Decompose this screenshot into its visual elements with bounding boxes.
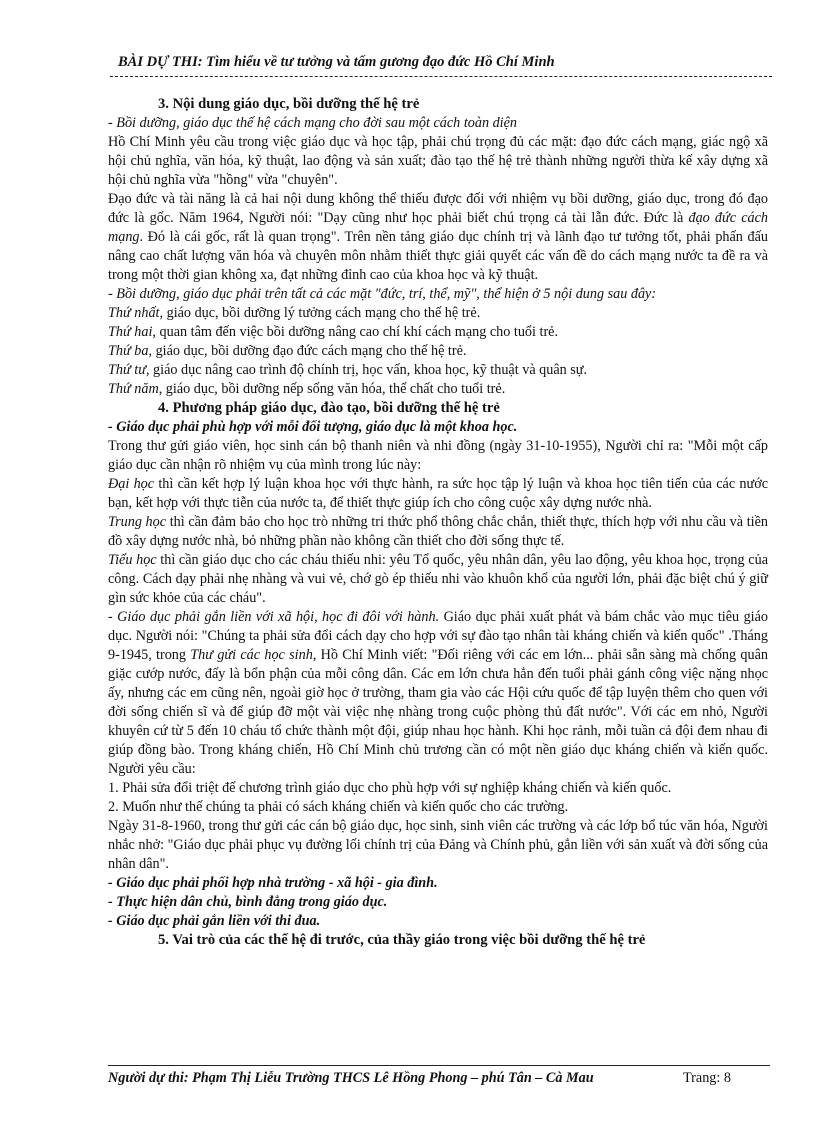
list-item xyxy=(108,361,768,380)
text-run: . Đó là cái gốc, rất là quan trọng". Trên nền tảng giáo dục chính trị và lãnh đạo tư tưởng tốt, phải phấn đấu nâng cao chất lượng văn hóa và chuyên môn nhằm thiết thực giải quyết các vấn đề do cách mạng nước ta đề ra và trong một thời gian không xa, đạt những đỉnh cao của khoa học và kỹ thuật. xyxy=(108,229,768,283)
list-item xyxy=(108,342,768,361)
page-number: Trang: 8 xyxy=(683,1070,731,1086)
section-4-paragraph-1: Trong thư gửi giáo viên, học sinh cán bộ thanh niên và nhi đồng (ngày 31-10-1955), Người chỉ ra: "Mỗi một cấp giáo dục cần nhận rõ nhiệm vụ của mình trong lúc này: xyxy=(108,438,768,473)
header-title: BÀI DỰ THI: Tìm hiểu về tư tưởng và tấm gương đạo đức Hồ Chí Minh xyxy=(118,54,555,70)
numbered-item: 1. Phải sửa đổi triệt để chương trình giáo dục cho phù hợp với sự nghiệp kháng chiến và kiến quốc. xyxy=(108,780,672,796)
section-4-paragraph-3: Ngày 31-8-1960, trong thư gửi các cán bộ giáo dục, học sinh, sinh viên các trường và các lớp bổ túc văn hóa, Người nhắc nhở: "Giáo dục phải phục vụ đường lối chính trị của Đảng và Chính phủ, gắn liền với sản xuất và đời sống của nhân dân". xyxy=(108,818,768,872)
document-body xyxy=(108,95,768,950)
list-item-lead: Thứ nhất xyxy=(108,305,160,321)
secondary-paragraph xyxy=(108,513,768,551)
text-run: thì cần giáo dục cho các cháu thiếu nhi: yêu Tổ quốc, yêu nhân dân, yêu lao động, yêu khoa học, trọng của công. Cách dạy phải nhẹ nhàng và vui vẻ, chớ gò ép thiếu nhi vào khuôn khổ của người lớn, phải đặc biệt chú ý giữ gìn sức khỏe của các cháu". xyxy=(108,552,768,606)
text-run: thì cần kết hợp lý luận khoa học với thực hành, ra sức học tập lý luận và khoa học tiên tiến của các nước bạn, kết hợp với thực tiễn của nước ta, để thiết thực giúp ích cho công cuộc xây dựng nước nhà. xyxy=(108,476,768,511)
inline-subheading: - Giáo dục phải gắn liền với xã hội, học đi đôi với hành. xyxy=(108,609,440,625)
emphasis-text: Thư gửi các học sinh xyxy=(190,647,313,663)
list-item-lead: Thứ tư xyxy=(108,362,146,378)
list-item-lead: Thứ ba xyxy=(108,343,149,359)
text-run: thì cần đảm bảo cho học trò những tri thức phổ thông chắc chắn, thiết thực, thích hợp với nhu cầu và tiền đồ xây dựng nước nhà, bỏ những phần nào không cần thiết cho đời sống thực tế. xyxy=(108,514,768,549)
footer-author: Người dự thi: Phạm Thị Liễu Trường THCS Lê Hồng Phong – phú Tân – Cà Mau xyxy=(108,1070,594,1086)
section-4-subheading-4: - Thực hiện dân chủ, bình đẳng trong giáo dục. xyxy=(108,894,388,910)
section-3-heading: 3. Nội dung giáo dục, bồi dưỡng thế hệ trẻ xyxy=(158,96,420,112)
text-run: Đạo đức và tài năng là cả hai nội dung không thể thiếu được đối với nhiệm vụ bồi dưỡng, giáo dục, trong đó đạo đức là gốc. Năm 1964, Người nói: "Dạy cũng như học phải biết chú trọng cả tài lẫn đức. Đức là xyxy=(108,191,768,226)
list-item xyxy=(108,304,768,323)
section-5-heading: 5. Vai trò của các thế hệ đi trước, của thầy giáo trong việc bồi dưỡng thế hệ trẻ xyxy=(158,932,646,948)
section-4-paragraph-2 xyxy=(108,608,768,779)
page-header xyxy=(110,54,772,77)
list-item-text: , quan tâm đến việc bồi dưỡng nâng cao chí khí cách mạng cho tuổi trẻ. xyxy=(152,324,559,340)
section-4-heading: 4. Phương pháp giáo dục, đào tạo, bồi dưỡng thế hệ trẻ xyxy=(158,400,500,416)
list-item-text: , giáo dục nâng cao trình độ chính trị, học vấn, khoa học, kỹ thuật và quân sự. xyxy=(145,362,588,378)
paragraph-lead: Trung học xyxy=(108,514,167,530)
list-item-text: , giáo dục, bồi dưỡng đạo đức cách mạng cho thế hệ trẻ. xyxy=(148,343,467,359)
section-3-paragraph-2 xyxy=(108,190,768,285)
list-item-text: , giáo dục, bồi dưỡng lý tưởng cách mạng cho thế hệ trẻ. xyxy=(159,305,481,321)
text-run: Giáo dục phải xuất phát và bám chắc vào mục tiêu giáo dục. Người nói: "Chúng ta phải sửa đổi cách dạy cho hợp với sự đào tạo nhân tài kháng chiến và kiến quốc" .Tháng 9-1945, trong xyxy=(108,609,768,663)
paragraph-lead: Đại học xyxy=(108,476,155,492)
list-item xyxy=(108,380,768,399)
section-4-subheading-3: - Giáo dục phải phối hợp nhà trường - xã hội - gia đình. xyxy=(108,875,438,891)
list-item xyxy=(108,323,768,342)
section-4-subheading-1: - Giáo dục phải phù hợp với mỗi đối tượng, giáo dục là một khoa học. xyxy=(108,419,518,435)
section-3-paragraph-1: Hồ Chí Minh yêu cầu trong việc giáo dục và học tập, phải chú trọng đủ các mặt: đạo đức cách mạng, giác ngộ xã hội chủ nghĩa, văn hóa, kỹ thuật, lao động và sản xuất; đào tạo thế hệ trẻ thành những người thừa kế xây dựng xã hội chủ nghĩa vừa "hồng" vừa "chuyên". xyxy=(108,134,768,188)
emphasis-text: đạo đức cách mạng xyxy=(108,210,768,245)
list-item-lead: Thứ năm xyxy=(108,381,159,397)
section-3-subheading-1: - Bồi dưỡng, giáo dục thế hệ cách mạng cho đời sau một cách toàn diện xyxy=(108,115,518,131)
page-footer xyxy=(108,1065,770,1086)
text-run: , Hồ Chí Minh viết: "Đối riêng với các em lớn... phải sẵn sàng mà chống quân giặc cướp nước, đấy là bổn phận của mỗi công dân. Các em lớn chưa hẳn đến tuổi phải gánh công việc nặng nhọc ấy, nhưng các em cũng nên, ngoài giờ học ở trường, tham gia vào các Hội cứu quốc để tập luyện thêm cho quen với đời sống chiến sĩ và để giúp đỡ một vài việc nhẹ nhàng trong cuộc phòng thủ đất nước". Với các em nhỏ, Người khuyên cứ từ 5 đến 10 cháu tổ chức thành một đội, giúp nhau học hành. Khi học rảnh, mỗi tuần cả đội đem nhau đi giúp đồng bào. Trong kháng chiến, Hồ Chí Minh chủ trương cần có một nền giáo dục kháng chiến và kiến quốc. Người yêu cầu: xyxy=(108,647,768,777)
numbered-item: 2. Muốn như thế chúng ta phải có sách kháng chiến và kiến quốc cho các trường. xyxy=(108,799,569,815)
section-3-subheading-2: - Bồi dưỡng, giáo dục phải trên tất cả các mặt "đức, trí, thể, mỹ", thể hiện ở 5 nội dung sau đây: xyxy=(108,286,657,302)
university-paragraph xyxy=(108,475,768,513)
list-item-text: , giáo dục, bồi dưỡng nếp sống văn hóa, thể chất cho tuổi trẻ. xyxy=(158,381,506,397)
section-4-subheading-5: - Giáo dục phải gắn liền với thi đua. xyxy=(108,913,321,929)
list-item-lead: Thứ hai xyxy=(108,324,153,340)
primary-paragraph xyxy=(108,551,768,608)
paragraph-lead: Tiểu học xyxy=(108,552,157,568)
